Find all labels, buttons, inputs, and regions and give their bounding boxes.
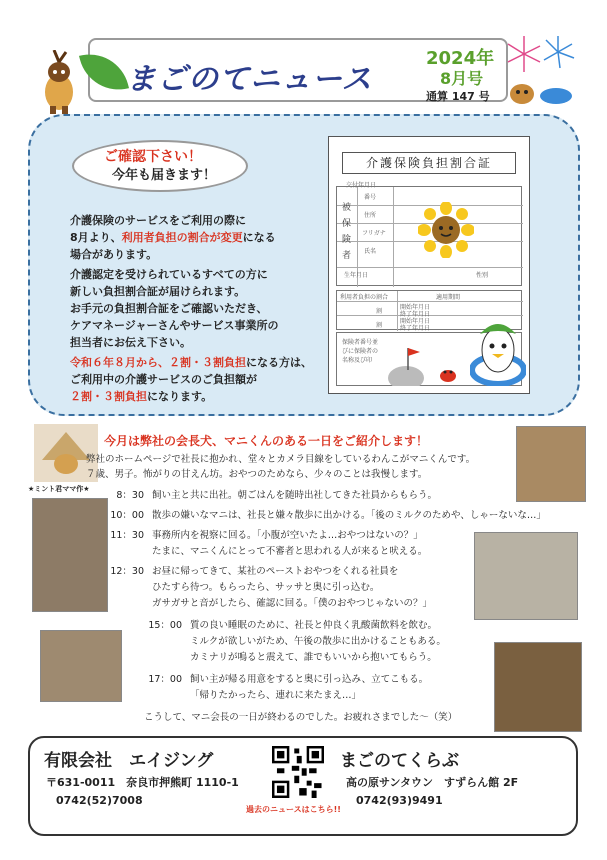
dog-section-intro — [86, 452, 475, 482]
company-name: 有限会社 エイジング — [44, 751, 214, 771]
beach-scene-icon — [386, 342, 466, 386]
certificate-sex-label: 性別 — [476, 272, 489, 279]
certificate-ratio-cell: 割 — [376, 322, 383, 329]
dog-photo — [494, 642, 582, 732]
certificate-issue-date: 交付年月日 — [346, 182, 377, 189]
dog-section-title: 今月は弊社の会長犬、マニくんのある一日をご紹介します！ — [104, 434, 429, 448]
qr-code-icon[interactable] — [272, 746, 324, 798]
certificate-insurer-label: 保険者番号並びに保険者の名称及び印 — [342, 339, 379, 364]
certificate-birth-label: 生年月日 — [344, 272, 369, 279]
issue-number: 通算 147 号 — [426, 90, 490, 103]
notice-line: 介護認定を受けられているすべての方に — [70, 268, 268, 281]
certificate-row-label: フリガナ — [362, 230, 386, 237]
notice-line: 担当者にお伝え下さい。 — [70, 336, 191, 349]
certificate-end-date: 終了年月日 — [400, 311, 431, 318]
past-news-link[interactable]: 過去のニュースはこちら!! — [246, 805, 341, 814]
notice-line: 令和６年８月から、２割・３割負担になる方は、 — [70, 356, 312, 369]
issue-month: 8月号 — [440, 69, 484, 88]
club-phone: 0742(93)9491 — [356, 794, 443, 807]
notice-line: 場合があります。 — [70, 248, 158, 261]
notice-line: ご利用中の介護サービスのご負担額が — [70, 373, 257, 386]
schedule-closing: こうして、マニ会長の一日が終わるのでした。お疲れさまでした～（笑） — [144, 712, 458, 723]
beetle-mascot-icon — [36, 50, 82, 114]
intro-line: 弊社のホームページで社長に抱かれ、堂々とカメラ目線をしているわんこがマニくんです。 — [86, 454, 476, 465]
notice-heading-red: ご確認下さい！ — [104, 149, 202, 165]
schedule-entry: 11：30 事務所内を視察に回る。「小腹が空いたよ…おやつはないの？」 たまに、マニくんにとって不審者と思われる人が来ると吠える。 — [110, 530, 428, 557]
notice-line: ２割・３割負担になります。 — [70, 390, 213, 403]
certificate-end-date: 終了年月日 — [400, 325, 431, 332]
sunflower-icon — [418, 202, 474, 258]
certificate-ratio-cell: 割 — [376, 308, 383, 315]
certificate-row-label: 番号 — [364, 194, 377, 201]
certificate-ratio-header: 利用者負担の割合 — [340, 294, 389, 301]
company-address: 〒631-0011 奈良市押熊町 1110-1 — [46, 776, 239, 789]
company-phone: 0742(52)7008 — [56, 794, 143, 807]
schedule-entry: 15：00 質の良い睡眠のために、社長と仲良く乳酸菌飲料を飲む。 ミルクが欲しいがため、午後の散歩に出かけることもある。 カミナリが鳴ると震えて、誰でもいいから抱いてもらう。 — [148, 620, 446, 663]
intro-line: ７歳、男子。怖がりの甘えん坊。おやつのためなら、少々のことは我慢します。 — [86, 469, 428, 480]
photo-caption: ★ミント君ママ作★ — [28, 485, 90, 493]
fireworks-icon — [500, 30, 580, 110]
notice-paragraph-2 — [70, 266, 279, 351]
notice-heading: 今年も届きます！ — [112, 168, 217, 183]
notice-paragraph-1 — [70, 212, 276, 263]
certificate-insured-label: 被保険者 — [342, 203, 352, 261]
notice-paragraph-3 — [70, 354, 312, 405]
schedule-entry: 10：00 散歩の嫌いなマニは、社長と嫌々散歩に出かける。「後のミルクのためや、しゃーないな…」 — [110, 510, 546, 521]
notice-line: 新しい負担割合証が届けられます。 — [70, 285, 246, 298]
certificate-title: 介護保険負担割合証 — [342, 152, 516, 174]
schedule-entry: 12：30 お昼に帰ってきて、某社のペーストおやつをくれる社員を ひたすら待つ。もらったら、サッサと奥に引っ込む。 ガサガサと音がしたら、確認に回る。「僕のおやつじゃないの？」 — [110, 566, 433, 609]
kappa-mascot-icon — [470, 312, 526, 386]
club-name: まごのてくらぶ — [340, 751, 459, 771]
dog-photo — [32, 498, 108, 612]
dog-photo — [40, 630, 122, 702]
dog-photo — [474, 532, 578, 620]
certificate-start-date: 開始年月日 — [400, 318, 431, 325]
dog-photo — [516, 426, 586, 502]
notice-line: 8月より、利用者負担の割合が変更になる — [70, 231, 276, 244]
schedule-entry: 8：30 飼い主と共に出社。朝ごはんを随時出社してきた社員からもらう。 — [116, 490, 438, 501]
notice-line: ケアマネージャーさんやサービス事業所の — [70, 319, 279, 332]
certificate-period-header: 適用期間 — [436, 294, 461, 301]
issue-year: 2024年 — [426, 48, 495, 69]
schedule-entry: 17：00 飼い主が帰る用意をすると奥に引っ込み、立てこもる。 「帰りたかったら、連れに来たまえ…」 — [148, 674, 429, 701]
certificate-row-label: 住所 — [364, 212, 377, 219]
notice-line: お手元の負担割合証をご確認いただき、 — [70, 302, 268, 315]
certificate-start-date: 開始年月日 — [400, 304, 431, 311]
notice-line: 介護保険のサービスをご利用の際に — [70, 214, 246, 227]
certificate-row-label: 氏名 — [364, 248, 377, 255]
newsletter-title: まごのてニュース — [126, 62, 373, 97]
club-address: 高の原サンタウン すずらん館 2F — [346, 776, 519, 789]
